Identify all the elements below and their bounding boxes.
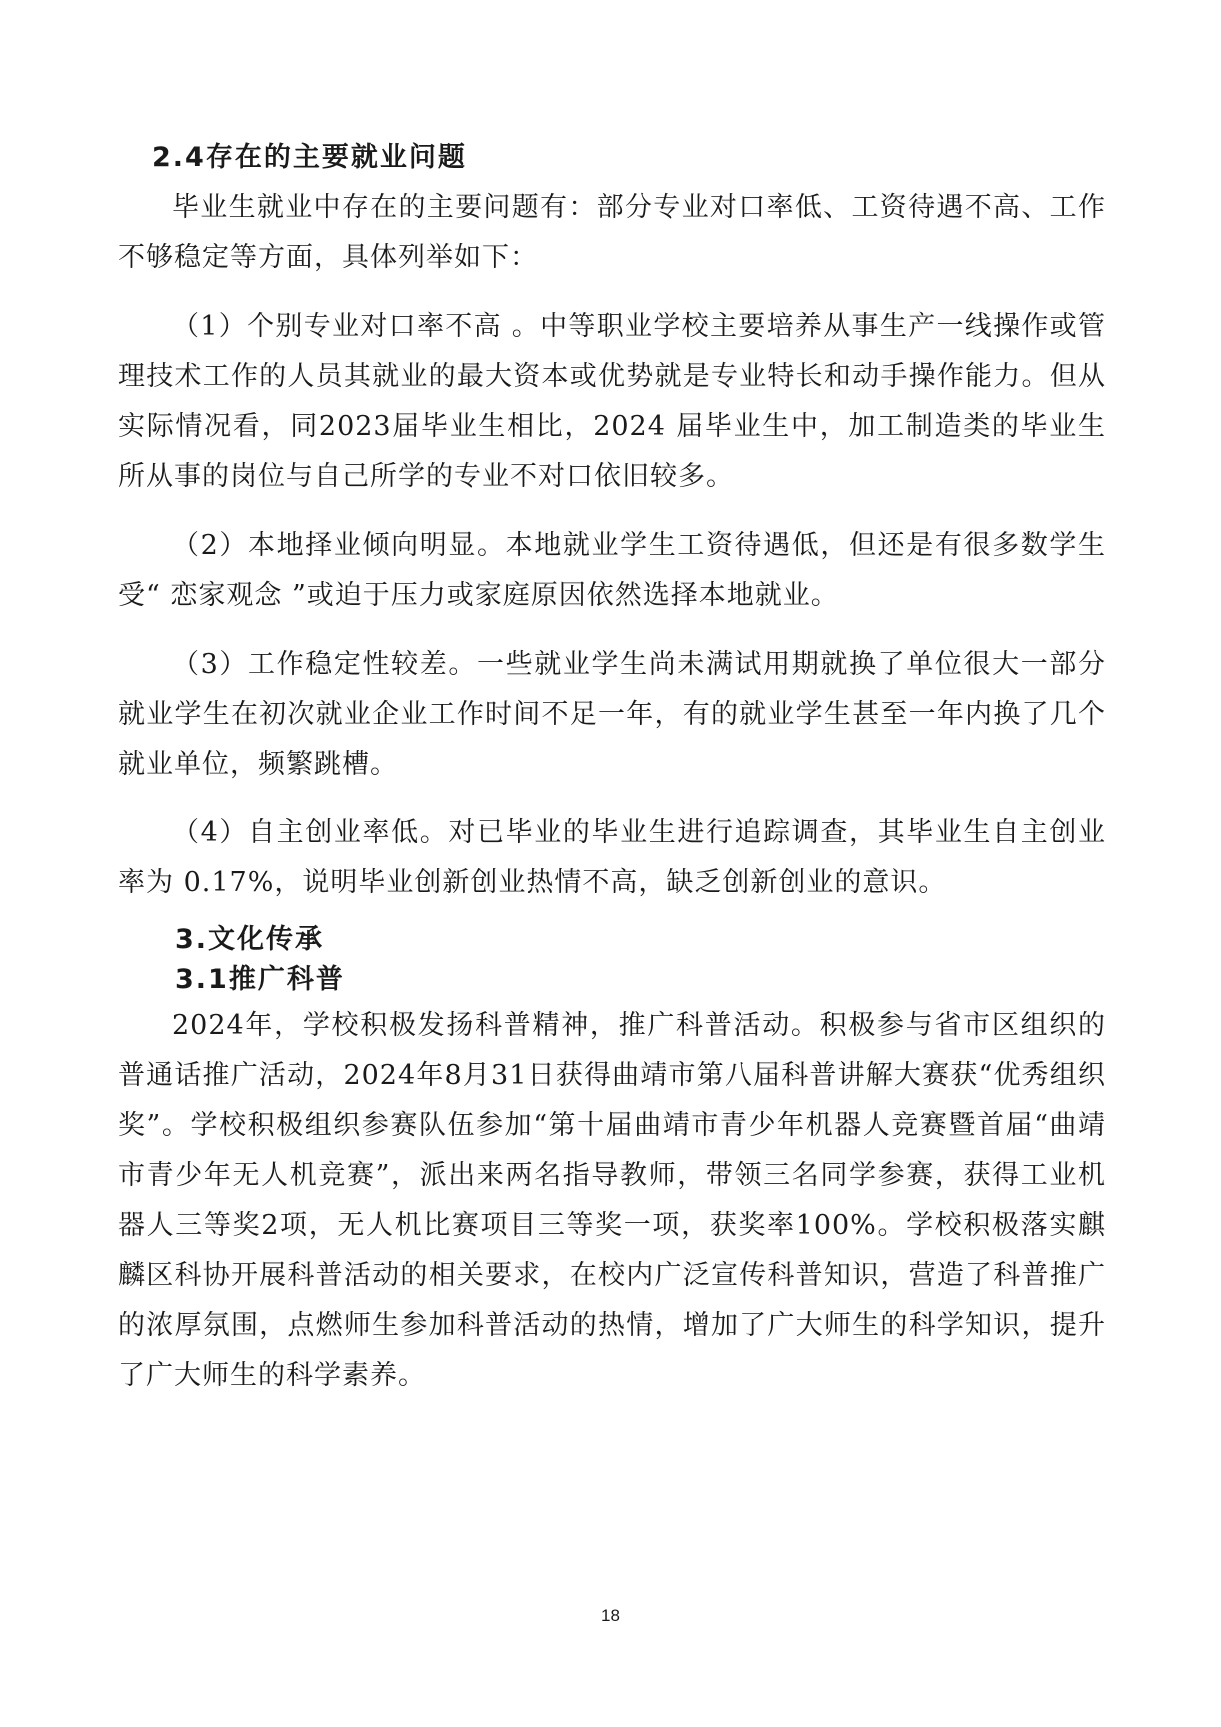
section-heading-2-4: 2.4存在的主要就业问题 (152, 142, 467, 173)
issue-item-2: （2）本地择业倾向明显。本地就业学生工资待遇低，但还是有很多数学生受“ 恋家观念 ”或迫于压力或家庭原因依然选择本地就业。 (118, 530, 1106, 611)
issue-item-3: （3）工作稳定性较差。一些就业学生尚未满试用期就换了单位很大一部分就业学生在初次就业企业工作时间不足一年，有的就业学生甚至一年内换了几个就业单位，频繁跳槽。 (118, 649, 1106, 780)
section-2-4-intro: 毕业生就业中存在的主要问题有：部分专业对口率低、工资待遇不高、工作不够稳定等方面，具体列举如下： (118, 192, 1106, 273)
page-number: 18 (601, 1606, 620, 1625)
issue-item-4: （4）自主创业率低。对已毕业的毕业生进行追踪调查，其毕业生自主创业率为 0.17%，说明毕业创新创业热情不高，缺乏创新创业的意识。 (118, 817, 1106, 898)
section-subheading-3-1: 3.1推广科普 (175, 964, 345, 995)
section-3-1-body: 2024年，学校积极发扬科普精神，推广科普活动。积极参与省市区组织的普通话推广活动，2024年8月31日获得曲靖市第八届科普讲解大赛获“优秀组织奖”。学校积极组织参赛队伍参加“第十届曲靖市青少年机器人竞赛暨首届“曲靖市青少年无人机竞赛”，派出来两名指导教师，带领三名同学参赛，获得工业机器人三等奖2项，无人机比赛项目三等奖一项，获奖率100%。学校积极落实麒麟区科协开展科普活动的相关要求，在校内广泛宣传科普知识，营造了科普推广的浓厚氛围，点燃师生参加科普活动的热情，增加了广大师生的科学知识，提升了广大师生的科学素养。 (118, 1010, 1106, 1391)
section-heading-3: 3.文化传承 (175, 924, 325, 955)
issue-item-1: （1）个别专业对口率不高 。中等职业学校主要培养从事生产一线操作或管 理技术工作的人员其就业的最大资本或优势就是专业特长和动手操作能力。但从实际情况看，同2023届毕业生相比，2024 届毕业生中，加工制造类的毕业生所从事的岗位与自己所学的专业不对口依旧较多。 (118, 311, 1106, 492)
